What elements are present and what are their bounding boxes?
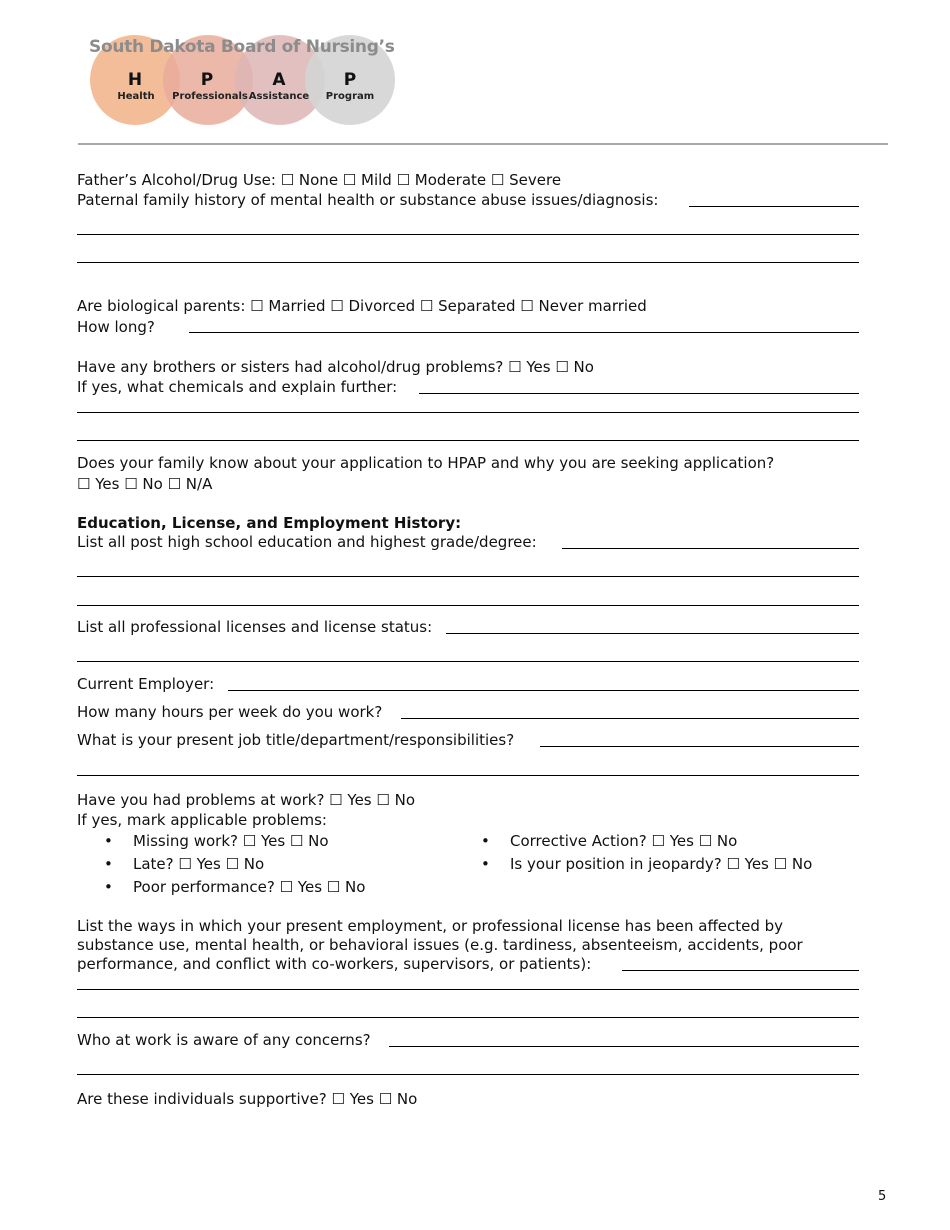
logo-word-professionals: Professionals bbox=[172, 91, 248, 102]
paternal-history-label: Paternal family history of mental health or substance abuse issues/diagnosis: bbox=[77, 191, 659, 209]
affected-field[interactable] bbox=[622, 970, 859, 971]
logo-title: South Dakota Board of Nursing’s bbox=[89, 37, 395, 57]
licenses-field[interactable] bbox=[446, 633, 859, 634]
education-field-line-3[interactable] bbox=[77, 605, 859, 606]
logo-word-program: Program bbox=[325, 91, 375, 102]
how-long-field[interactable] bbox=[189, 332, 859, 333]
affected-label-line-1: List the ways in which your present employment, or professional license has been affected by bbox=[77, 917, 784, 935]
education-list-label: List all post high school education and highest grade/degree: bbox=[77, 533, 537, 551]
problem-poor-performance[interactable]: Poor performance? ☐ Yes ☐ No bbox=[133, 878, 366, 896]
affected-label-line-3: performance, and conflict with co-workers, supervisors, or patients): bbox=[77, 955, 592, 973]
siblings-question: Have any brothers or sisters had alcohol/drug problems? ☐ Yes ☐ No bbox=[77, 358, 594, 376]
job-title-field[interactable] bbox=[540, 746, 859, 747]
work-problems-question: Have you had problems at work? ☐ Yes ☐ No bbox=[77, 791, 415, 809]
problem-corrective-action[interactable]: Corrective Action? ☐ Yes ☐ No bbox=[510, 832, 738, 850]
hours-label: How many hours per week do you work? bbox=[77, 703, 383, 721]
supportive-question: Are these individuals supportive? ☐ Yes ☐ No bbox=[77, 1090, 418, 1108]
family-knows-question: Does your family know about your application to HPAP and why you are seeking application? bbox=[77, 454, 775, 472]
siblings-explain-field-line-3[interactable] bbox=[77, 440, 859, 441]
problem-late[interactable]: Late? ☐ Yes ☐ No bbox=[133, 855, 265, 873]
how-long-label: How long? bbox=[77, 318, 155, 336]
education-section-heading: Education, License, and Employment History: bbox=[77, 514, 462, 532]
education-field[interactable] bbox=[562, 548, 859, 549]
licenses-label: List all professional licenses and license status: bbox=[77, 618, 433, 636]
affected-field-line-2[interactable] bbox=[77, 989, 859, 990]
logo-word-health: Health bbox=[117, 91, 155, 102]
siblings-explain-label: If yes, what chemicals and explain further: bbox=[77, 378, 398, 396]
page-number: 5 bbox=[878, 1189, 887, 1204]
bullet: • bbox=[104, 855, 113, 873]
parents-status-question: Are biological parents: ☐ Married ☐ Divorced ☐ Separated ☐ Never married bbox=[77, 297, 647, 315]
aware-field[interactable] bbox=[389, 1046, 859, 1047]
paternal-history-field-line-2[interactable] bbox=[77, 234, 859, 235]
bullet: • bbox=[104, 832, 113, 850]
header-divider bbox=[78, 143, 888, 145]
logo-letter-h: H bbox=[127, 70, 143, 90]
job-title-field-line-2[interactable] bbox=[77, 775, 859, 776]
problem-position-jeopardy[interactable]: Is your position in jeopardy? ☐ Yes ☐ No bbox=[510, 855, 813, 873]
employer-field[interactable] bbox=[228, 690, 859, 691]
hours-field[interactable] bbox=[401, 718, 859, 719]
bullet: • bbox=[104, 878, 113, 896]
logo-letter-a: A bbox=[272, 70, 286, 90]
paternal-history-field[interactable] bbox=[689, 206, 859, 207]
affected-label-line-2: substance use, mental health, or behavioral issues (e.g. tardiness, absenteeism, accidents, poor bbox=[77, 936, 803, 954]
mark-applicable-label: If yes, mark applicable problems: bbox=[77, 811, 327, 829]
siblings-explain-field-line-2[interactable] bbox=[77, 412, 859, 413]
logo-letter-p2: P bbox=[343, 70, 357, 90]
affected-field-line-3[interactable] bbox=[77, 1017, 859, 1018]
bullet: • bbox=[481, 855, 490, 873]
paternal-history-field-line-3[interactable] bbox=[77, 262, 859, 263]
aware-label: Who at work is aware of any concerns? bbox=[77, 1031, 371, 1049]
education-field-line-2[interactable] bbox=[77, 576, 859, 577]
licenses-field-line-2[interactable] bbox=[77, 661, 859, 662]
problem-missing-work[interactable]: Missing work? ☐ Yes ☐ No bbox=[133, 832, 329, 850]
siblings-explain-field[interactable] bbox=[419, 393, 859, 394]
logo-word-assistance: Assistance bbox=[248, 91, 310, 102]
family-knows-options[interactable]: ☐ Yes ☐ No ☐ N/A bbox=[77, 475, 213, 493]
aware-field-line-2[interactable] bbox=[77, 1074, 859, 1075]
job-title-label: What is your present job title/department/responsibilities? bbox=[77, 731, 515, 749]
bullet: • bbox=[481, 832, 490, 850]
employer-label: Current Employer: bbox=[77, 675, 215, 693]
logo-letter-p1: P bbox=[200, 70, 214, 90]
father-use-question: Father’s Alcohol/Drug Use: ☐ None ☐ Mild ☐ Moderate ☐ Severe bbox=[77, 171, 562, 189]
